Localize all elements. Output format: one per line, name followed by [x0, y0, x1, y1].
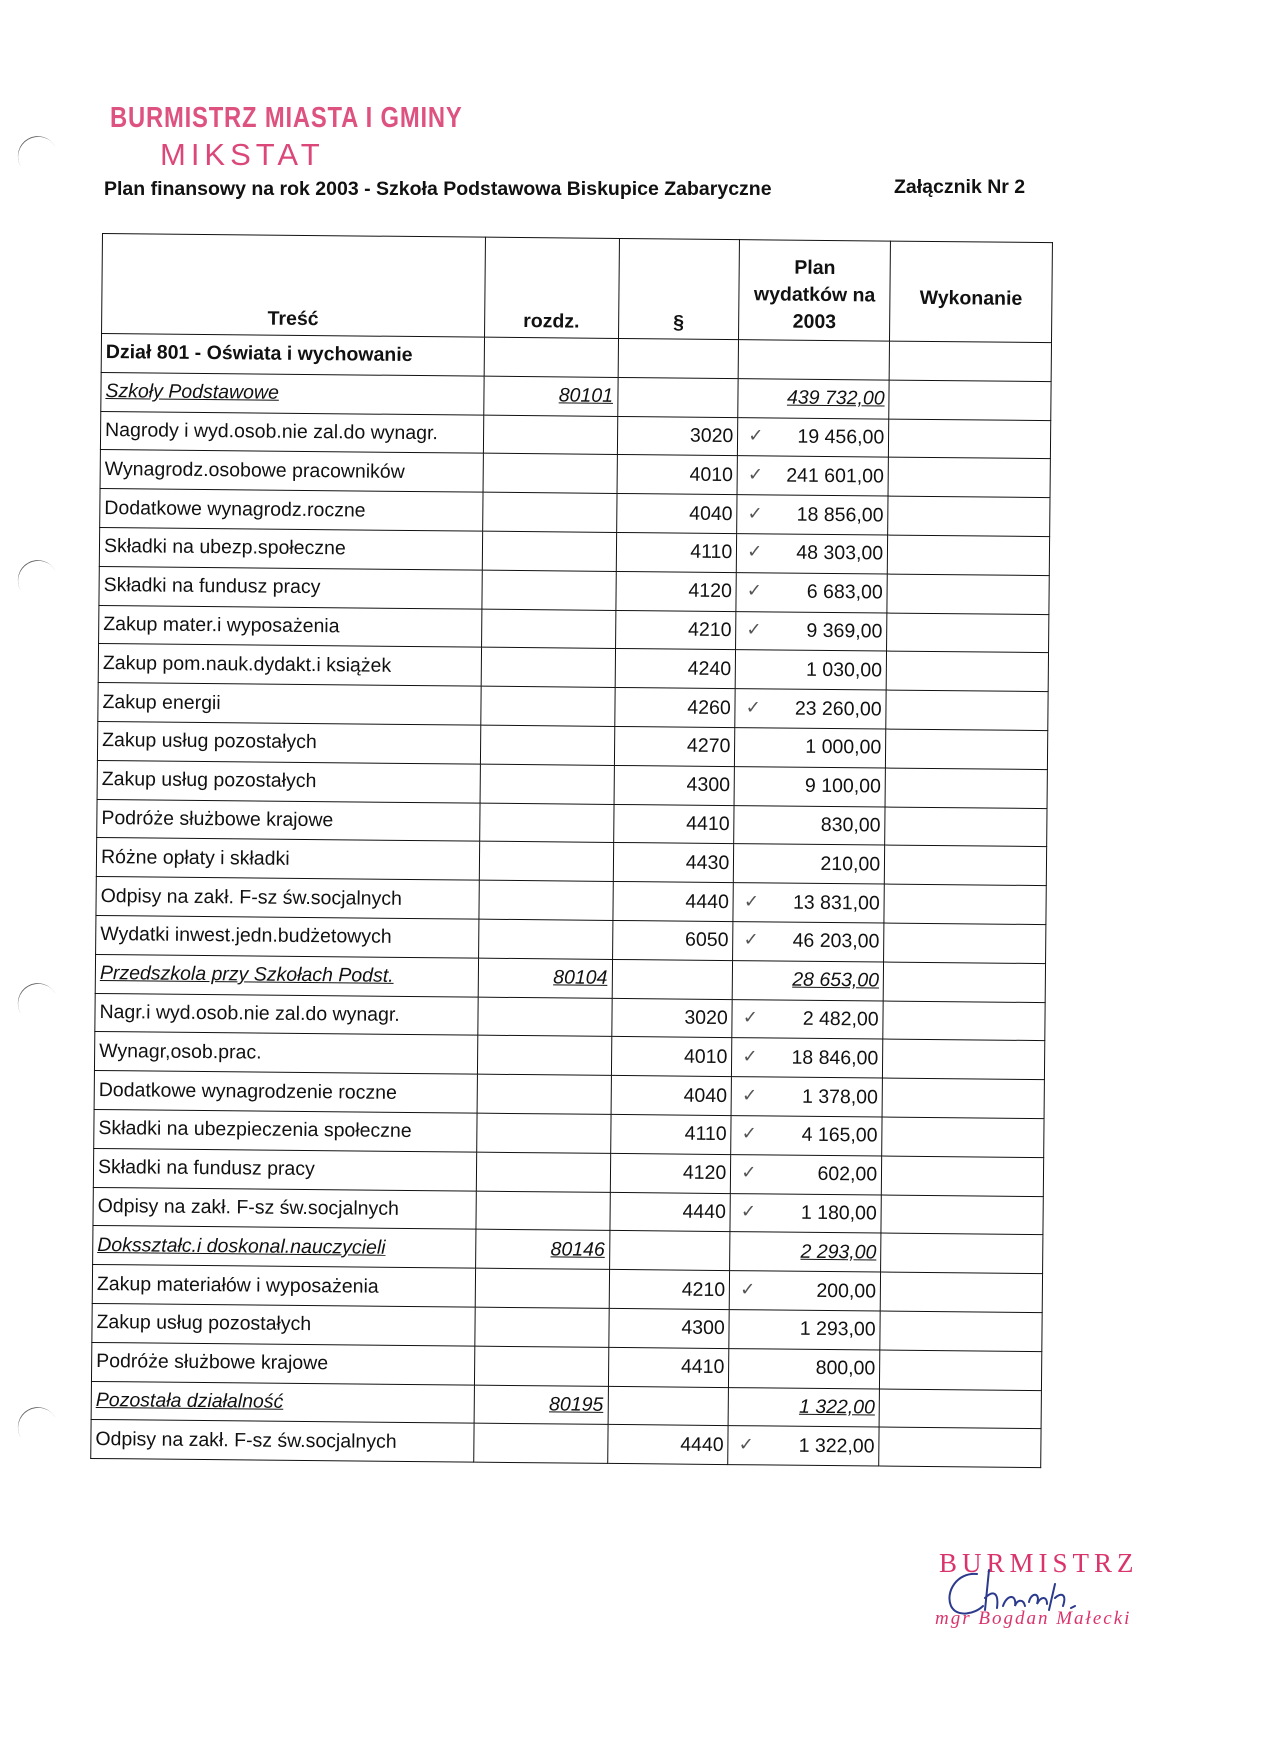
- row-rozdz: [477, 1074, 611, 1114]
- row-paragraph: [608, 1386, 729, 1426]
- row-rozdz: [482, 570, 616, 610]
- amount-value: 200,00: [816, 1279, 877, 1302]
- amount-value: 28 653,00: [792, 968, 880, 992]
- row-plan-amount: [731, 1154, 882, 1194]
- amount-value: 1 293,00: [799, 1318, 876, 1341]
- row-rozdz: 80104: [478, 958, 612, 998]
- row-rozdz: [475, 1268, 609, 1308]
- amount-value: 4 165,00: [801, 1124, 878, 1147]
- row-rozdz: [482, 492, 616, 532]
- amount-value: 830,00: [820, 813, 881, 837]
- row-rozdz: [481, 686, 615, 726]
- row-plan-amount: [728, 1387, 879, 1427]
- document-title: Plan finansowy na rok 2003 - Szkoła Podstawowa Biskupice Zabaryczne: [104, 178, 772, 200]
- row-plan-amount: [737, 495, 888, 535]
- row-plan-amount: [737, 456, 888, 496]
- row-paragraph: 4120: [610, 1153, 731, 1193]
- table-cell: [484, 337, 618, 377]
- amount-value: 602,00: [817, 1163, 878, 1186]
- check-mark-icon: ✓: [746, 580, 763, 601]
- punch-hole-mark: [10, 1400, 65, 1456]
- row-paragraph: 4410: [613, 804, 734, 844]
- row-rozdz: [481, 648, 615, 688]
- table-cell: [618, 338, 739, 378]
- row-wykonanie: [881, 1233, 1043, 1273]
- row-rozdz: 80101: [484, 376, 618, 416]
- check-mark-icon: ✓: [747, 541, 763, 562]
- amount-value: 46 203,00: [792, 930, 880, 953]
- row-wykonanie: [884, 923, 1046, 963]
- row-wykonanie: [886, 651, 1048, 691]
- row-description: Podróże służbowe krajowe: [97, 799, 480, 841]
- row-description: Nagrody i wyd.osob.nie zal.do wynagr.: [100, 411, 483, 453]
- row-plan-amount: [734, 766, 885, 806]
- amount-value: 18 856,00: [796, 503, 884, 527]
- check-mark-icon: ✓: [740, 1278, 756, 1299]
- row-wykonanie: [880, 1350, 1042, 1390]
- amount-value: 2 482,00: [802, 1007, 879, 1031]
- check-mark-icon: ✓: [741, 1162, 757, 1183]
- row-paragraph: 3020: [611, 998, 732, 1038]
- check-mark-icon: ✓: [738, 1433, 754, 1455]
- row-description: Odpisy na zakł. F-sz św.socjalnych: [91, 1420, 474, 1462]
- header-plan-line2: wydatków na: [753, 283, 876, 307]
- check-mark-icon: ✓: [740, 1201, 757, 1222]
- row-rozdz: [483, 454, 617, 494]
- row-wykonanie: [885, 768, 1047, 808]
- check-mark-icon: ✓: [745, 696, 761, 717]
- row-wykonanie: [887, 535, 1049, 575]
- row-description: Składki na ubezp.społeczne: [99, 527, 482, 569]
- row-plan-amount: [738, 417, 889, 457]
- row-wykonanie: [889, 419, 1051, 459]
- amount-value: 800,00: [815, 1357, 876, 1380]
- row-wykonanie: [886, 690, 1048, 730]
- row-rozdz: [481, 609, 615, 649]
- row-description: Różne opłaty i składki: [96, 838, 479, 880]
- header-plan-line1: Plan: [794, 256, 836, 280]
- row-wykonanie: [880, 1272, 1042, 1312]
- row-paragraph: 4010: [617, 455, 738, 495]
- row-paragraph: 4040: [616, 494, 737, 534]
- punch-hole-mark: [10, 553, 65, 609]
- amount-value: 210,00: [820, 852, 881, 876]
- row-plan-amount: [731, 1116, 882, 1156]
- row-paragraph: 4430: [613, 843, 734, 883]
- row-description: Zakup materiałów i wyposażenia: [92, 1265, 475, 1307]
- row-description: Składki na ubezpieczenia społeczne: [94, 1109, 477, 1151]
- check-mark-icon: ✓: [747, 502, 763, 523]
- row-wykonanie: [883, 1039, 1045, 1079]
- row-description: Szkoły Podstawowe: [101, 372, 484, 414]
- row-description: Wydatki inwest.jedn.budżetowych: [96, 915, 479, 957]
- row-paragraph: 4410: [608, 1347, 729, 1387]
- row-paragraph: 4300: [608, 1308, 729, 1348]
- dzial-label: Dział 801 - Oświata i wychowanie: [101, 334, 484, 376]
- stamp-bottom-name: mgr Bogdan Małecki: [935, 1608, 1132, 1629]
- amount-value: 1 000,00: [805, 736, 882, 759]
- amount-value: 18 846,00: [791, 1046, 879, 1070]
- row-plan-amount: [733, 922, 884, 962]
- financial-plan-table: [90, 233, 1053, 1468]
- amount-value: 439 732,00: [786, 386, 885, 410]
- row-paragraph: 4040: [611, 1076, 732, 1116]
- row-description: Zakup usług pozostałych: [97, 721, 480, 763]
- row-plan-amount: [735, 650, 886, 690]
- row-paragraph: 3020: [617, 416, 738, 456]
- check-mark-icon: ✓: [743, 929, 759, 950]
- row-plan-amount: [734, 805, 885, 845]
- row-rozdz: [482, 531, 616, 571]
- row-paragraph: 4240: [615, 649, 736, 689]
- row-description: Dodatkowe wynagrodz.roczne: [100, 489, 483, 531]
- row-paragraph: 6050: [612, 920, 733, 960]
- amount-value: 13 831,00: [792, 891, 880, 915]
- row-wykonanie: [889, 380, 1051, 420]
- row-plan-amount: [729, 1348, 880, 1388]
- row-description: Pozostała działalność: [91, 1381, 474, 1423]
- row-wykonanie: [882, 1078, 1044, 1118]
- row-wykonanie: [886, 729, 1048, 769]
- row-wykonanie: [883, 962, 1045, 1002]
- row-description: Odpisy na zakł. F-sz św.socjalnych: [93, 1187, 476, 1229]
- row-description: Wynagrodz.osobowe pracowników: [100, 450, 483, 492]
- header-plan-line3: 2003: [792, 310, 837, 334]
- amount-value: 1 378,00: [801, 1085, 879, 1109]
- row-wykonanie: [883, 1001, 1045, 1041]
- row-plan-amount: [729, 1271, 880, 1311]
- amount-value: 19 456,00: [797, 425, 885, 449]
- row-wykonanie: [879, 1389, 1041, 1429]
- amount-value: 9 369,00: [806, 619, 883, 643]
- row-plan-amount: [731, 1077, 882, 1117]
- row-wykonanie: [888, 457, 1050, 497]
- row-wykonanie: [880, 1311, 1042, 1351]
- row-description: Wynagr,osob.prac.: [94, 1032, 477, 1074]
- check-mark-icon: ✓: [741, 1084, 758, 1105]
- check-mark-icon: ✓: [742, 1007, 758, 1028]
- row-rozdz: [474, 1423, 608, 1463]
- row-description: Doksształc.i doskonal.nauczycieli: [93, 1226, 476, 1268]
- mayor-stamp-top: [110, 102, 540, 173]
- row-paragraph: [617, 377, 738, 417]
- table-row: [91, 1420, 1041, 1468]
- row-paragraph: 4440: [609, 1192, 730, 1232]
- check-mark-icon: ✓: [743, 890, 760, 911]
- row-wykonanie: [881, 1195, 1043, 1235]
- row-paragraph: 4440: [607, 1425, 728, 1465]
- row-plan-amount: [735, 728, 886, 768]
- row-rozdz: [477, 1113, 611, 1153]
- stamp-line-2: MIKSTAT: [160, 137, 325, 172]
- table-cell: [738, 340, 889, 380]
- check-mark-icon: ✓: [746, 619, 762, 640]
- amount-value: 48 303,00: [796, 542, 884, 565]
- financial-plan-table-wrapper: [90, 233, 1053, 1468]
- row-wykonanie: [881, 1156, 1043, 1196]
- row-rozdz: [479, 842, 613, 882]
- stamp-line-1: BURMISTRZ MIASTA I GMINY: [110, 102, 463, 134]
- row-plan-amount: [730, 1193, 881, 1233]
- row-description: Przedszkola przy Szkołach Podst.: [95, 954, 478, 996]
- row-paragraph: 4260: [614, 688, 735, 728]
- row-plan-amount: [736, 611, 887, 651]
- row-wykonanie: [887, 613, 1049, 653]
- row-description: Składki na fundusz pracy: [99, 566, 482, 608]
- row-rozdz: 80195: [474, 1385, 608, 1425]
- row-plan-amount: [729, 1309, 880, 1349]
- check-mark-icon: ✓: [748, 425, 764, 446]
- row-plan-amount: [733, 883, 884, 923]
- header-paragraph: §: [618, 238, 740, 339]
- row-rozdz: [476, 1191, 610, 1231]
- row-plan-amount: [732, 1038, 883, 1078]
- row-plan-amount: [734, 844, 885, 884]
- row-description: Zakup usług pozostałych: [92, 1303, 475, 1345]
- row-rozdz: [483, 415, 617, 455]
- row-paragraph: 4210: [615, 610, 736, 650]
- table-header-row: [102, 234, 1053, 343]
- punch-hole-mark: [10, 129, 65, 185]
- row-paragraph: 4300: [614, 765, 735, 805]
- punch-hole-mark: [10, 976, 65, 1032]
- check-mark-icon: ✓: [747, 463, 764, 485]
- mayor-signature-stamp: [935, 1548, 1165, 1638]
- row-plan-amount: [736, 572, 887, 612]
- row-plan-amount: [732, 960, 883, 1000]
- row-description: Dodatkowe wynagrodzenie roczne: [94, 1071, 477, 1113]
- header-plan: [739, 240, 891, 341]
- amount-value: 1 322,00: [798, 1434, 875, 1458]
- row-description: Odpisy na zakł. F-sz św.socjalnych: [96, 877, 479, 919]
- row-plan-amount: [735, 689, 886, 729]
- row-plan-amount: [737, 534, 888, 574]
- row-paragraph: [609, 1231, 730, 1271]
- row-description: Podróże służbowe krajowe: [91, 1342, 474, 1384]
- row-rozdz: [478, 997, 612, 1037]
- check-mark-icon: ✓: [741, 1123, 757, 1144]
- table-cell: [889, 341, 1051, 381]
- row-rozdz: [480, 764, 614, 804]
- row-description: Nagr.i wyd.osob.nie zal.do wynagr.: [95, 993, 478, 1035]
- row-wykonanie: [884, 845, 1046, 885]
- row-rozdz: [476, 1152, 610, 1192]
- row-rozdz: [475, 1307, 609, 1347]
- row-rozdz: [480, 803, 614, 843]
- amount-value: 6 683,00: [806, 580, 883, 604]
- row-plan-amount: [738, 378, 889, 418]
- row-rozdz: [479, 880, 613, 920]
- row-wykonanie: [885, 807, 1047, 847]
- amount-value: 1 322,00: [798, 1395, 876, 1419]
- row-wykonanie: [879, 1427, 1041, 1467]
- row-description: Zakup pom.nauk.dydakt.i książek: [98, 644, 481, 686]
- row-paragraph: [612, 959, 733, 999]
- header-wykonanie: Wykonanie: [890, 241, 1053, 343]
- row-wykonanie: [884, 884, 1046, 924]
- row-paragraph: 4440: [612, 882, 733, 922]
- row-paragraph: 4270: [614, 726, 735, 766]
- attachment-label: Załącznik Nr 2: [894, 176, 1026, 198]
- row-paragraph: 4110: [610, 1114, 731, 1154]
- row-wykonanie: [882, 1117, 1044, 1157]
- row-paragraph: 4010: [611, 1037, 732, 1077]
- row-description: Zakup mater.i wyposażenia: [99, 605, 482, 647]
- row-paragraph: 4110: [616, 532, 737, 572]
- header-rozdz: rozdz.: [484, 237, 619, 338]
- row-rozdz: [480, 725, 614, 765]
- row-wykonanie: [888, 496, 1050, 536]
- row-rozdz: [474, 1346, 608, 1386]
- amount-value: 1 030,00: [806, 658, 883, 682]
- amount-value: 241 601,00: [786, 464, 884, 488]
- amount-value: 9 100,00: [804, 774, 881, 798]
- row-paragraph: 4210: [609, 1270, 730, 1310]
- row-plan-amount: [732, 999, 883, 1039]
- amount-value: 2 293,00: [800, 1240, 877, 1264]
- row-rozdz: [477, 1035, 611, 1075]
- amount-value: 23 260,00: [794, 697, 882, 721]
- row-description: Zakup energii: [98, 683, 481, 725]
- row-plan-amount: [730, 1232, 881, 1272]
- row-wykonanie: [887, 574, 1049, 614]
- row-plan-amount: [728, 1426, 879, 1466]
- amount-value: 1 180,00: [800, 1201, 877, 1225]
- row-description: Zakup usług pozostałych: [97, 760, 480, 802]
- check-mark-icon: ✓: [742, 1045, 758, 1067]
- row-rozdz: 80146: [475, 1229, 609, 1269]
- row-description: Składki na fundusz pracy: [93, 1148, 476, 1190]
- table-body: [91, 334, 1052, 1468]
- header-tresc: Treść: [102, 234, 486, 338]
- stamp-bottom-title: BURMISTRZ: [939, 1548, 1139, 1578]
- row-paragraph: 4120: [615, 571, 736, 611]
- row-rozdz: [478, 919, 612, 959]
